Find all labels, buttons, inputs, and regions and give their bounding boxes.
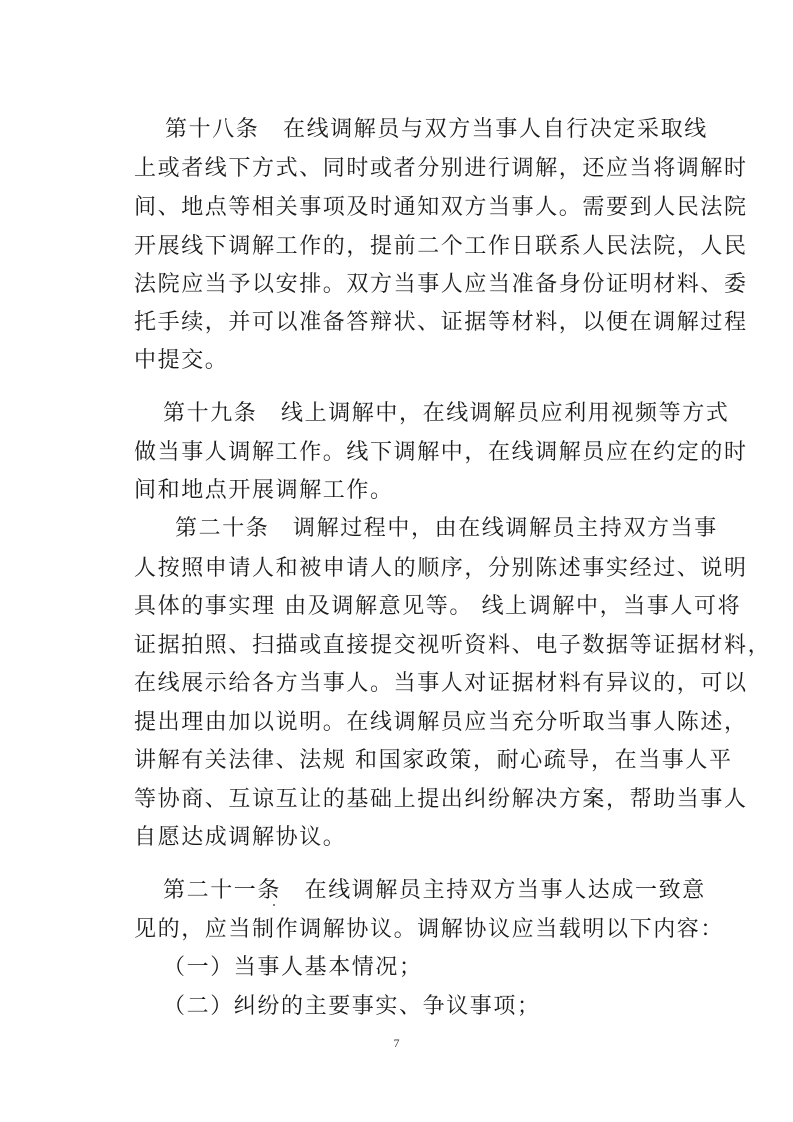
text-line: （一）当事人基本情况；	[163, 955, 423, 980]
text-line: 讲解有关法律、法规 和国家政策，耐心疏导，在当事人平	[134, 748, 733, 773]
text-line: 托手续，并可以准备答辩状、证据等材料，以便在调解过程	[134, 310, 748, 335]
page-number: 7	[393, 1036, 400, 1050]
text-line: 开展线下调解工作的，提前二个工作日联系人民法院，人民	[134, 234, 748, 259]
text-line: 提出理由加以说明。在线调解员应当充分听取当事人陈述，	[134, 710, 748, 735]
text-line: 做当事人调解工作。线下调解中，在线调解员应在约定的时	[134, 440, 748, 465]
text-line: 具体的事实理 由及调解意见等。 线上调解中，当事人可将	[134, 594, 742, 619]
text-line: 第二十一条 在线调解员主持双方当事人达成一致意	[163, 878, 706, 903]
text-line: 自愿达成调解协议。	[134, 825, 347, 850]
text-line: 证据拍照、扫描或直接提交视听资料、电子数据等证据材料，	[134, 633, 772, 658]
scan-speck	[273, 904, 275, 906]
text-line: 人按照申请人和被申请人的顺序，分别陈述事实经过、说明	[134, 556, 748, 581]
text-line: 第十九条 线上调解中，在线调解员应利用视频等方式	[163, 401, 730, 426]
text-line: 中提交。	[134, 348, 229, 373]
text-line: 在线展示给各方当事人。当事人对证据材料有异议的，可以	[134, 671, 748, 696]
text-line: 等协商、互谅互让的基础上提出纠纷解决方案，帮助当事人	[134, 787, 748, 812]
text-line: 见的，应当制作调解协议。调解协议应当载明以下内容：	[134, 917, 725, 942]
text-line: 法院应当予以安排。双方当事人应当准备身份证明材料、委	[134, 272, 748, 297]
text-line: 上或者线下方式、同时或者分别进行调解，还应当将调解时	[134, 156, 748, 181]
text-line: 第十八条 在线调解员与双方当事人自行决定采取线	[165, 117, 708, 142]
text-line: 间和地点开展调解工作。	[134, 478, 394, 503]
text-line: 间、地点等相关事项及时通知双方当事人。需要到人民法院	[134, 195, 748, 220]
text-line: （二）纠纷的主要事实、争议事项；	[163, 994, 541, 1019]
text-line: 第二十条 调解过程中，由在线调解员主持双方当事	[175, 516, 718, 541]
